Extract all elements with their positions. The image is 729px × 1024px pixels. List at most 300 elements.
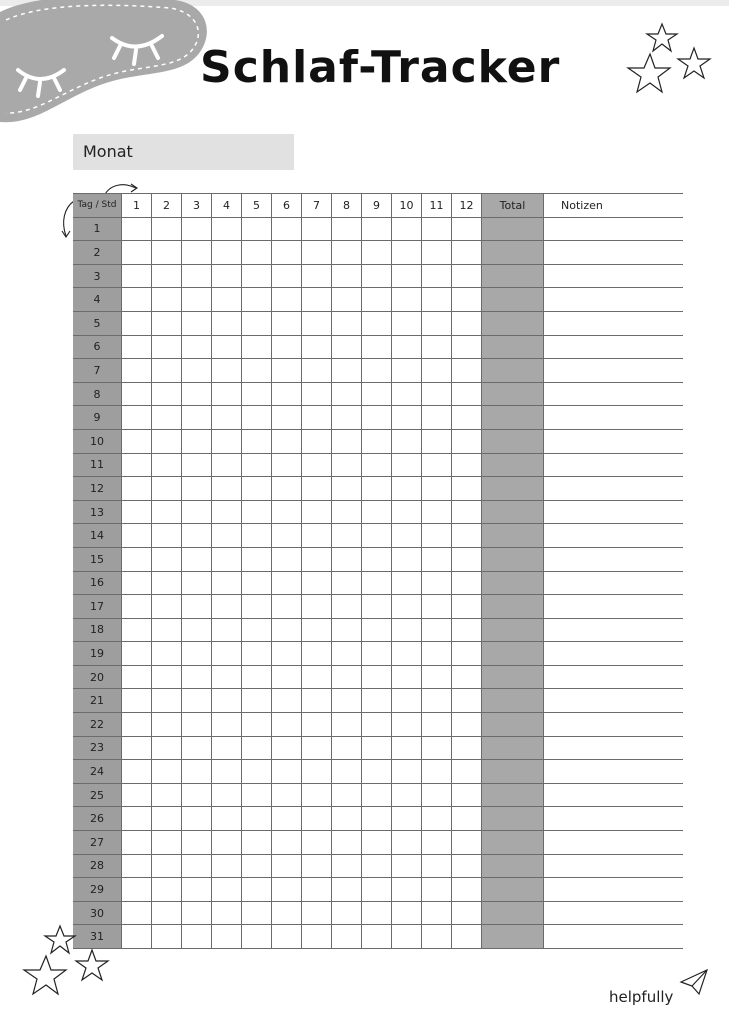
hour-cell[interactable] <box>422 713 452 737</box>
notes-cell[interactable] <box>544 406 684 430</box>
hour-cell[interactable] <box>212 783 242 807</box>
hour-cell[interactable] <box>422 264 452 288</box>
hour-cell[interactable] <box>392 429 422 453</box>
hour-cell[interactable] <box>362 783 392 807</box>
hour-cell[interactable] <box>152 288 182 312</box>
hour-cell[interactable] <box>182 642 212 666</box>
hour-cell[interactable] <box>452 453 482 477</box>
hour-cell[interactable] <box>182 807 212 831</box>
hour-cell[interactable] <box>332 689 362 713</box>
hour-cell[interactable] <box>452 689 482 713</box>
hour-cell[interactable] <box>392 736 422 760</box>
hour-cell[interactable] <box>152 359 182 383</box>
hour-cell[interactable] <box>122 500 152 524</box>
hour-cell[interactable] <box>122 807 152 831</box>
hour-cell[interactable] <box>152 571 182 595</box>
hour-cell[interactable] <box>302 783 332 807</box>
hour-cell[interactable] <box>452 429 482 453</box>
hour-cell[interactable] <box>422 453 452 477</box>
hour-cell[interactable] <box>392 831 422 855</box>
hour-cell[interactable] <box>422 406 452 430</box>
hour-cell[interactable] <box>362 736 392 760</box>
hour-cell[interactable] <box>212 925 242 949</box>
total-cell[interactable] <box>482 831 544 855</box>
hour-cell[interactable] <box>122 382 152 406</box>
hour-cell[interactable] <box>422 831 452 855</box>
hour-cell[interactable] <box>302 382 332 406</box>
hour-cell[interactable] <box>302 807 332 831</box>
hour-cell[interactable] <box>362 547 392 571</box>
hour-cell[interactable] <box>422 335 452 359</box>
hour-cell[interactable] <box>212 453 242 477</box>
hour-cell[interactable] <box>122 925 152 949</box>
hour-cell[interactable] <box>362 241 392 265</box>
hour-cell[interactable] <box>452 241 482 265</box>
hour-cell[interactable] <box>152 713 182 737</box>
hour-cell[interactable] <box>272 241 302 265</box>
hour-cell[interactable] <box>302 524 332 548</box>
hour-cell[interactable] <box>272 618 302 642</box>
hour-cell[interactable] <box>152 665 182 689</box>
hour-cell[interactable] <box>362 854 392 878</box>
hour-cell[interactable] <box>422 477 452 501</box>
hour-cell[interactable] <box>452 736 482 760</box>
hour-cell[interactable] <box>182 311 212 335</box>
hour-cell[interactable] <box>452 571 482 595</box>
hour-cell[interactable] <box>452 595 482 619</box>
hour-cell[interactable] <box>332 264 362 288</box>
hour-cell[interactable] <box>272 335 302 359</box>
hour-cell[interactable] <box>122 713 152 737</box>
hour-cell[interactable] <box>122 595 152 619</box>
hour-cell[interactable] <box>302 264 332 288</box>
hour-cell[interactable] <box>332 500 362 524</box>
hour-cell[interactable] <box>362 689 392 713</box>
notes-cell[interactable] <box>544 878 684 902</box>
total-cell[interactable] <box>482 500 544 524</box>
notes-cell[interactable] <box>544 311 684 335</box>
hour-cell[interactable] <box>392 618 422 642</box>
hour-cell[interactable] <box>392 453 422 477</box>
hour-cell[interactable] <box>122 311 152 335</box>
hour-cell[interactable] <box>332 429 362 453</box>
notes-cell[interactable] <box>544 618 684 642</box>
hour-cell[interactable] <box>302 217 332 241</box>
hour-cell[interactable] <box>392 595 422 619</box>
hour-cell[interactable] <box>152 901 182 925</box>
hour-cell[interactable] <box>242 689 272 713</box>
hour-cell[interactable] <box>332 359 362 383</box>
hour-cell[interactable] <box>362 311 392 335</box>
notes-cell[interactable] <box>544 713 684 737</box>
hour-cell[interactable] <box>242 217 272 241</box>
hour-cell[interactable] <box>272 760 302 784</box>
hour-cell[interactable] <box>332 807 362 831</box>
hour-cell[interactable] <box>332 288 362 312</box>
hour-cell[interactable] <box>452 311 482 335</box>
hour-cell[interactable] <box>122 642 152 666</box>
hour-cell[interactable] <box>392 854 422 878</box>
hour-cell[interactable] <box>362 406 392 430</box>
hour-cell[interactable] <box>302 925 332 949</box>
hour-cell[interactable] <box>212 477 242 501</box>
notes-cell[interactable] <box>544 642 684 666</box>
hour-cell[interactable] <box>272 831 302 855</box>
notes-cell[interactable] <box>544 807 684 831</box>
total-cell[interactable] <box>482 642 544 666</box>
hour-cell[interactable] <box>272 901 302 925</box>
hour-cell[interactable] <box>242 406 272 430</box>
hour-cell[interactable] <box>452 359 482 383</box>
month-field[interactable]: Monat <box>73 134 294 170</box>
hour-cell[interactable] <box>152 524 182 548</box>
notes-cell[interactable] <box>544 453 684 477</box>
hour-cell[interactable] <box>362 878 392 902</box>
hour-cell[interactable] <box>332 736 362 760</box>
hour-cell[interactable] <box>272 854 302 878</box>
hour-cell[interactable] <box>332 571 362 595</box>
total-cell[interactable] <box>482 618 544 642</box>
hour-cell[interactable] <box>422 288 452 312</box>
hour-cell[interactable] <box>212 901 242 925</box>
hour-cell[interactable] <box>332 713 362 737</box>
hour-cell[interactable] <box>272 689 302 713</box>
hour-cell[interactable] <box>182 736 212 760</box>
hour-cell[interactable] <box>242 477 272 501</box>
hour-cell[interactable] <box>452 406 482 430</box>
hour-cell[interactable] <box>332 311 362 335</box>
notes-cell[interactable] <box>544 382 684 406</box>
hour-cell[interactable] <box>452 524 482 548</box>
hour-cell[interactable] <box>182 854 212 878</box>
hour-cell[interactable] <box>422 595 452 619</box>
notes-cell[interactable] <box>544 783 684 807</box>
hour-cell[interactable] <box>212 807 242 831</box>
hour-cell[interactable] <box>392 547 422 571</box>
hour-cell[interactable] <box>302 642 332 666</box>
total-cell[interactable] <box>482 217 544 241</box>
hour-cell[interactable] <box>362 901 392 925</box>
hour-cell[interactable] <box>272 311 302 335</box>
total-cell[interactable] <box>482 524 544 548</box>
notes-cell[interactable] <box>544 854 684 878</box>
hour-cell[interactable] <box>122 854 152 878</box>
hour-cell[interactable] <box>362 524 392 548</box>
hour-cell[interactable] <box>302 288 332 312</box>
hour-cell[interactable] <box>242 359 272 383</box>
hour-cell[interactable] <box>362 571 392 595</box>
total-cell[interactable] <box>482 571 544 595</box>
hour-cell[interactable] <box>152 854 182 878</box>
hour-cell[interactable] <box>122 406 152 430</box>
hour-cell[interactable] <box>362 477 392 501</box>
hour-cell[interactable] <box>332 382 362 406</box>
hour-cell[interactable] <box>272 878 302 902</box>
hour-cell[interactable] <box>452 217 482 241</box>
hour-cell[interactable] <box>272 500 302 524</box>
total-cell[interactable] <box>482 311 544 335</box>
hour-cell[interactable] <box>452 665 482 689</box>
notes-cell[interactable] <box>544 925 684 949</box>
hour-cell[interactable] <box>122 571 152 595</box>
hour-cell[interactable] <box>362 500 392 524</box>
hour-cell[interactable] <box>452 878 482 902</box>
hour-cell[interactable] <box>452 547 482 571</box>
hour-cell[interactable] <box>182 477 212 501</box>
hour-cell[interactable] <box>362 807 392 831</box>
hour-cell[interactable] <box>392 783 422 807</box>
hour-cell[interactable] <box>452 642 482 666</box>
hour-cell[interactable] <box>212 406 242 430</box>
hour-cell[interactable] <box>272 547 302 571</box>
hour-cell[interactable] <box>362 760 392 784</box>
hour-cell[interactable] <box>392 406 422 430</box>
hour-cell[interactable] <box>122 736 152 760</box>
hour-cell[interactable] <box>122 618 152 642</box>
hour-cell[interactable] <box>332 831 362 855</box>
notes-cell[interactable] <box>544 760 684 784</box>
hour-cell[interactable] <box>152 217 182 241</box>
hour-cell[interactable] <box>152 406 182 430</box>
hour-cell[interactable] <box>272 925 302 949</box>
total-cell[interactable] <box>482 359 544 383</box>
hour-cell[interactable] <box>272 264 302 288</box>
hour-cell[interactable] <box>182 453 212 477</box>
hour-cell[interactable] <box>242 547 272 571</box>
hour-cell[interactable] <box>212 665 242 689</box>
hour-cell[interactable] <box>122 547 152 571</box>
hour-cell[interactable] <box>422 783 452 807</box>
hour-cell[interactable] <box>182 524 212 548</box>
notes-cell[interactable] <box>544 831 684 855</box>
hour-cell[interactable] <box>212 311 242 335</box>
hour-cell[interactable] <box>212 642 242 666</box>
hour-cell[interactable] <box>302 406 332 430</box>
hour-cell[interactable] <box>272 288 302 312</box>
hour-cell[interactable] <box>422 878 452 902</box>
hour-cell[interactable] <box>122 217 152 241</box>
hour-cell[interactable] <box>122 264 152 288</box>
hour-cell[interactable] <box>452 783 482 807</box>
hour-cell[interactable] <box>452 500 482 524</box>
hour-cell[interactable] <box>242 288 272 312</box>
hour-cell[interactable] <box>272 217 302 241</box>
hour-cell[interactable] <box>422 311 452 335</box>
hour-cell[interactable] <box>182 241 212 265</box>
hour-cell[interactable] <box>362 925 392 949</box>
hour-cell[interactable] <box>152 831 182 855</box>
hour-cell[interactable] <box>152 382 182 406</box>
hour-cell[interactable] <box>182 406 212 430</box>
hour-cell[interactable] <box>152 453 182 477</box>
hour-cell[interactable] <box>422 241 452 265</box>
total-cell[interactable] <box>482 453 544 477</box>
hour-cell[interactable] <box>392 477 422 501</box>
hour-cell[interactable] <box>302 689 332 713</box>
hour-cell[interactable] <box>182 217 212 241</box>
hour-cell[interactable] <box>122 878 152 902</box>
hour-cell[interactable] <box>422 547 452 571</box>
hour-cell[interactable] <box>212 288 242 312</box>
hour-cell[interactable] <box>212 760 242 784</box>
hour-cell[interactable] <box>302 359 332 383</box>
hour-cell[interactable] <box>452 288 482 312</box>
hour-cell[interactable] <box>242 571 272 595</box>
hour-cell[interactable] <box>422 854 452 878</box>
hour-cell[interactable] <box>272 665 302 689</box>
hour-cell[interactable] <box>182 783 212 807</box>
hour-cell[interactable] <box>212 500 242 524</box>
hour-cell[interactable] <box>182 288 212 312</box>
hour-cell[interactable] <box>182 901 212 925</box>
hour-cell[interactable] <box>242 642 272 666</box>
hour-cell[interactable] <box>302 901 332 925</box>
hour-cell[interactable] <box>272 571 302 595</box>
hour-cell[interactable] <box>302 335 332 359</box>
hour-cell[interactable] <box>212 359 242 383</box>
notes-cell[interactable] <box>544 665 684 689</box>
hour-cell[interactable] <box>332 477 362 501</box>
hour-cell[interactable] <box>332 901 362 925</box>
hour-cell[interactable] <box>182 547 212 571</box>
hour-cell[interactable] <box>362 831 392 855</box>
hour-cell[interactable] <box>242 500 272 524</box>
hour-cell[interactable] <box>452 477 482 501</box>
hour-cell[interactable] <box>422 217 452 241</box>
hour-cell[interactable] <box>152 760 182 784</box>
notes-cell[interactable] <box>544 359 684 383</box>
hour-cell[interactable] <box>392 335 422 359</box>
hour-cell[interactable] <box>122 453 152 477</box>
hour-cell[interactable] <box>122 689 152 713</box>
total-cell[interactable] <box>482 878 544 902</box>
hour-cell[interactable] <box>302 429 332 453</box>
hour-cell[interactable] <box>302 547 332 571</box>
total-cell[interactable] <box>482 901 544 925</box>
notes-cell[interactable] <box>544 217 684 241</box>
hour-cell[interactable] <box>182 571 212 595</box>
notes-cell[interactable] <box>544 335 684 359</box>
hour-cell[interactable] <box>392 878 422 902</box>
total-cell[interactable] <box>482 335 544 359</box>
hour-cell[interactable] <box>392 807 422 831</box>
hour-cell[interactable] <box>362 665 392 689</box>
hour-cell[interactable] <box>422 736 452 760</box>
hour-cell[interactable] <box>242 783 272 807</box>
hour-cell[interactable] <box>332 925 362 949</box>
notes-cell[interactable] <box>544 524 684 548</box>
hour-cell[interactable] <box>122 901 152 925</box>
hour-cell[interactable] <box>392 288 422 312</box>
hour-cell[interactable] <box>212 335 242 359</box>
hour-cell[interactable] <box>392 571 422 595</box>
hour-cell[interactable] <box>122 241 152 265</box>
hour-cell[interactable] <box>362 335 392 359</box>
hour-cell[interactable] <box>362 288 392 312</box>
hour-cell[interactable] <box>242 429 272 453</box>
hour-cell[interactable] <box>152 878 182 902</box>
hour-cell[interactable] <box>122 760 152 784</box>
hour-cell[interactable] <box>212 713 242 737</box>
hour-cell[interactable] <box>422 901 452 925</box>
hour-cell[interactable] <box>422 382 452 406</box>
hour-cell[interactable] <box>242 760 272 784</box>
hour-cell[interactable] <box>182 382 212 406</box>
hour-cell[interactable] <box>452 854 482 878</box>
hour-cell[interactable] <box>392 665 422 689</box>
hour-cell[interactable] <box>182 264 212 288</box>
hour-cell[interactable] <box>152 807 182 831</box>
hour-cell[interactable] <box>152 689 182 713</box>
hour-cell[interactable] <box>302 241 332 265</box>
hour-cell[interactable] <box>272 406 302 430</box>
hour-cell[interactable] <box>452 831 482 855</box>
notes-cell[interactable] <box>544 264 684 288</box>
hour-cell[interactable] <box>212 618 242 642</box>
hour-cell[interactable] <box>212 854 242 878</box>
hour-cell[interactable] <box>242 901 272 925</box>
hour-cell[interactable] <box>332 642 362 666</box>
hour-cell[interactable] <box>302 854 332 878</box>
hour-cell[interactable] <box>362 359 392 383</box>
hour-cell[interactable] <box>362 264 392 288</box>
hour-cell[interactable] <box>302 571 332 595</box>
hour-cell[interactable] <box>212 264 242 288</box>
hour-cell[interactable] <box>392 311 422 335</box>
hour-cell[interactable] <box>212 831 242 855</box>
hour-cell[interactable] <box>332 595 362 619</box>
notes-cell[interactable] <box>544 689 684 713</box>
hour-cell[interactable] <box>182 335 212 359</box>
hour-cell[interactable] <box>212 689 242 713</box>
hour-cell[interactable] <box>422 807 452 831</box>
hour-cell[interactable] <box>122 665 152 689</box>
total-cell[interactable] <box>482 713 544 737</box>
hour-cell[interactable] <box>452 264 482 288</box>
notes-cell[interactable] <box>544 500 684 524</box>
hour-cell[interactable] <box>452 713 482 737</box>
hour-cell[interactable] <box>152 311 182 335</box>
hour-cell[interactable] <box>272 736 302 760</box>
hour-cell[interactable] <box>242 854 272 878</box>
hour-cell[interactable] <box>242 618 272 642</box>
hour-cell[interactable] <box>152 736 182 760</box>
hour-cell[interactable] <box>242 665 272 689</box>
hour-cell[interactable] <box>302 736 332 760</box>
total-cell[interactable] <box>482 925 544 949</box>
notes-cell[interactable] <box>544 241 684 265</box>
hour-cell[interactable] <box>452 925 482 949</box>
hour-cell[interactable] <box>332 524 362 548</box>
hour-cell[interactable] <box>212 524 242 548</box>
hour-cell[interactable] <box>182 925 212 949</box>
notes-cell[interactable] <box>544 288 684 312</box>
hour-cell[interactable] <box>392 359 422 383</box>
hour-cell[interactable] <box>242 807 272 831</box>
hour-cell[interactable] <box>122 359 152 383</box>
hour-cell[interactable] <box>212 241 242 265</box>
hour-cell[interactable] <box>182 831 212 855</box>
hour-cell[interactable] <box>332 783 362 807</box>
hour-cell[interactable] <box>422 925 452 949</box>
hour-cell[interactable] <box>242 831 272 855</box>
hour-cell[interactable] <box>272 807 302 831</box>
total-cell[interactable] <box>482 429 544 453</box>
hour-cell[interactable] <box>152 241 182 265</box>
hour-cell[interactable] <box>332 665 362 689</box>
hour-cell[interactable] <box>452 618 482 642</box>
hour-cell[interactable] <box>392 264 422 288</box>
